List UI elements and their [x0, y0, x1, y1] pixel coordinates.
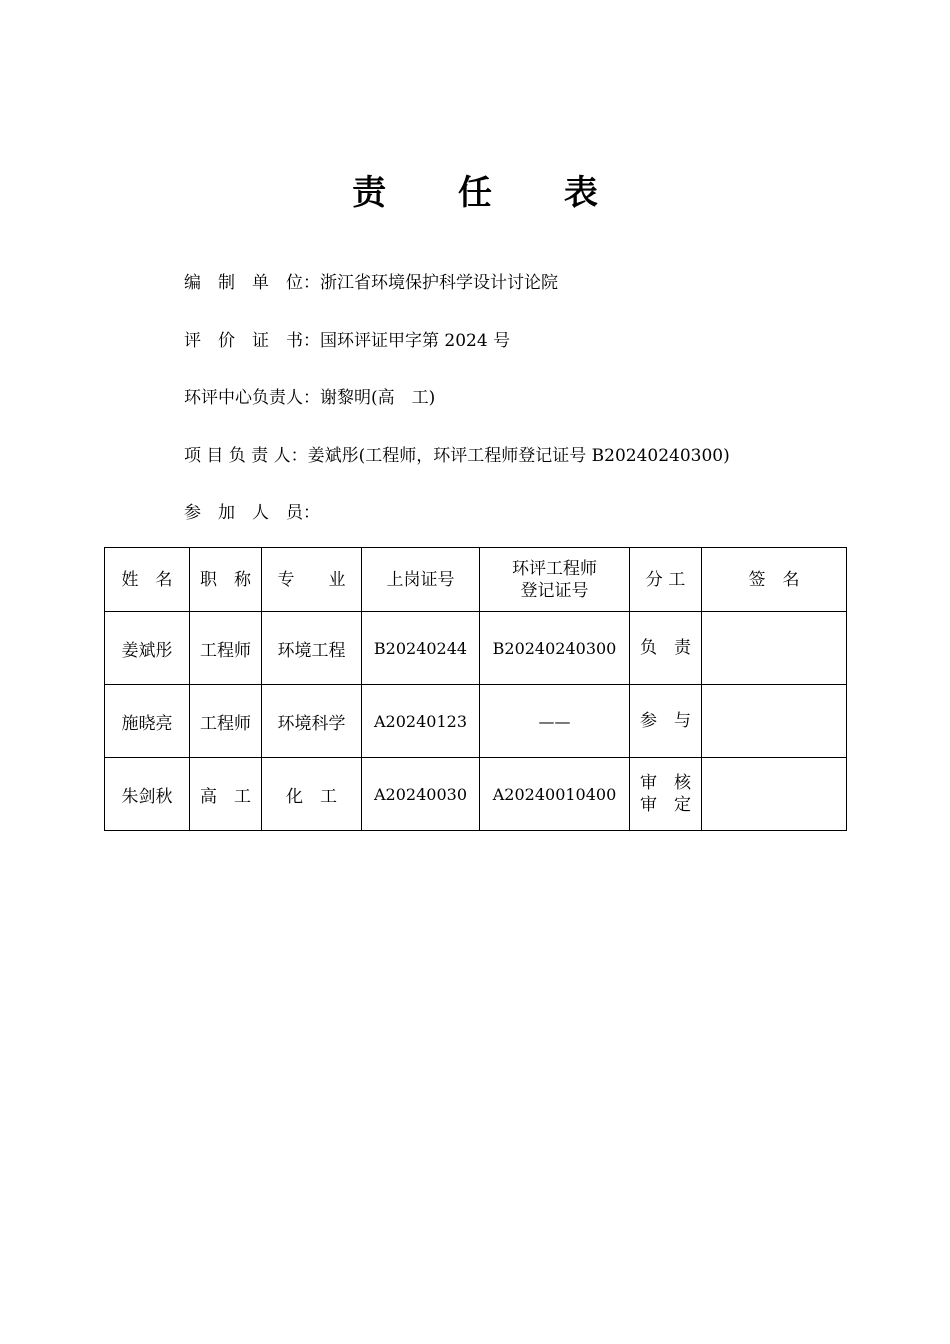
cell-reg-cert: ——: [480, 685, 630, 758]
page-title: 责 任 表: [352, 173, 628, 213]
cell-reg-cert: B20240240300: [480, 612, 630, 685]
cell-name: 朱剑秋: [105, 758, 190, 831]
cell-major: 环境工程: [262, 612, 362, 685]
table-row: [105, 612, 847, 685]
project-lead-line: [184, 444, 730, 468]
header-post-cert: 上岗证号: [362, 548, 480, 612]
center-head-label: 环评中心负责人：: [184, 388, 320, 408]
table-header-row: [105, 548, 847, 612]
table-row: [105, 758, 847, 831]
compiling-unit-label: 编 制 单 位：: [184, 273, 320, 293]
cell-title: 高 工: [190, 758, 262, 831]
cell-role-line2: 审 定: [640, 795, 691, 815]
cell-major: 化 工: [262, 758, 362, 831]
members-line: [184, 501, 320, 525]
cell-title: 工程师: [190, 685, 262, 758]
cell-role-line1: 审 核: [640, 773, 691, 793]
header-signature: 签 名: [702, 548, 847, 612]
cell-role: [630, 612, 702, 685]
header-reg-cert-line2: 登记证号: [520, 580, 589, 601]
header-role: 分 工: [630, 548, 702, 612]
cell-title: 工程师: [190, 612, 262, 685]
cell-reg-cert: A20240010400: [480, 758, 630, 831]
header-reg-cert: [480, 548, 630, 612]
header-title: 职 称: [190, 548, 262, 612]
cell-role: [630, 758, 702, 831]
compiling-unit-value: 浙江省环境保护科学设计讨论院: [320, 273, 558, 293]
cell-post-cert: B20240244: [362, 612, 480, 685]
cell-signature: [702, 612, 847, 685]
cell-major: 环境科学: [262, 685, 362, 758]
header-name: 姓 名: [105, 548, 190, 612]
cell-post-cert: A20240030: [362, 758, 480, 831]
center-head-line: [184, 386, 435, 410]
header-major: 专 业: [262, 548, 362, 612]
certificate-label: 评 价 证 书：: [184, 331, 320, 351]
certificate-line: [184, 329, 510, 353]
project-lead-label: 项 目 负 责 人：: [184, 446, 308, 466]
table-row: [105, 685, 847, 758]
responsibility-table: [104, 547, 847, 831]
cell-signature: [702, 685, 847, 758]
cell-name: 施晓亮: [105, 685, 190, 758]
project-lead-value: 姜斌彤(工程师，环评工程师登记证号 B20240240300): [307, 446, 730, 466]
center-head-value: 谢黎明(高 工): [320, 388, 436, 408]
cell-post-cert: A20240123: [362, 685, 480, 758]
compiling-unit-line: [184, 271, 558, 295]
cell-role: [630, 685, 702, 758]
cell-signature: [702, 758, 847, 831]
members-label: 参 加 人 员：: [184, 503, 320, 523]
cell-name: 姜斌彤: [105, 612, 190, 685]
cell-role-line1: 参 与: [640, 711, 691, 731]
certificate-value: 国环评证甲字第 2024 号: [320, 331, 511, 351]
cell-role-line1: 负 责: [640, 638, 691, 658]
header-reg-cert-line1: 环评工程师: [512, 558, 597, 579]
